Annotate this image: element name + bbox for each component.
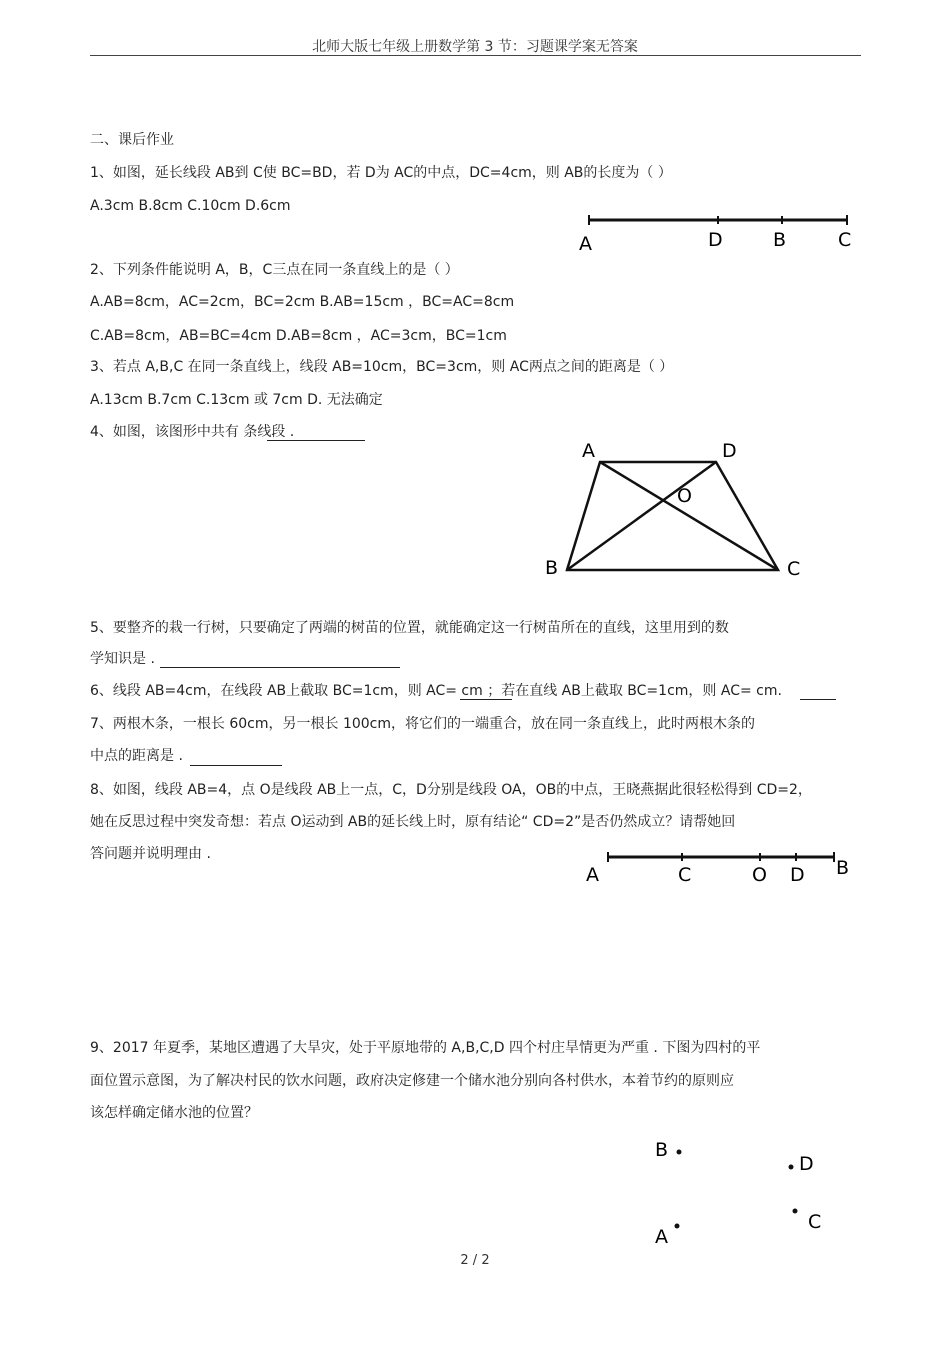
label-o: O [752, 864, 767, 886]
q9-text-cont: 面位置示意图，为了解决村民的饮水问题，政府决定修建一个储水池分别向各村供水，本着节约的原则应 [90, 1073, 734, 1089]
header-rule [90, 55, 861, 56]
label-a: A [582, 440, 595, 462]
label-c: C [787, 558, 801, 580]
q1-text: 1、如图，延长线段 AB到 C使 BC=BD，若 D为 AC的中点，DC=4cm，则 AB的长度为（ ） [90, 165, 672, 181]
q6-answer-blank-2 [800, 699, 836, 700]
q1-options: A.3cm B.8cm C.10cm D.6cm [90, 198, 291, 214]
trapezoid-outline [567, 462, 778, 570]
label-d: D [708, 229, 723, 251]
q6-text: 6、线段 AB=4cm，在线段 AB上截取 BC=1cm，则 AC= cm ；若在直线 AB上截取 BC=1cm，则 AC= cm. [90, 683, 782, 699]
q7-text-cont: 中点的距离是 . [90, 748, 183, 764]
q6-answer-blank-1 [460, 699, 512, 700]
label-a: A [655, 1226, 668, 1248]
label-a: A [586, 864, 599, 886]
label-b: B [836, 857, 850, 879]
q5-text-cont: 学知识是 . [90, 651, 155, 667]
q7-answer-blank [190, 765, 282, 766]
label-c: C [808, 1211, 822, 1233]
label-c: C [838, 229, 852, 251]
point-a [675, 1224, 680, 1229]
label-a: A [579, 233, 592, 255]
label-b: B [655, 1139, 669, 1161]
q8-text-cont: 她在反思过程中突发奇想：若点 O运动到 AB的延长线上时，原有结论“ CD=2”是否仍然成立？请帮她回 [90, 814, 736, 830]
q2-options-ab: A.AB=8cm，AC=2cm，BC=2cm B.AB=15cm ，BC=AC=8cm [90, 294, 515, 310]
page-header: 北师大版七年级上册数学第 3 节：习题课学案无答案 [312, 39, 638, 55]
point-b [677, 1150, 682, 1155]
label-b: B [545, 557, 559, 579]
label-c: C [678, 864, 692, 886]
q9-text-end: 该怎样确定储水池的位置？ [90, 1105, 258, 1121]
label-d: D [722, 440, 737, 462]
q4-text: 4、如图，该图形中共有 条线段 . [90, 424, 295, 440]
figure-q9-villages [640, 1130, 840, 1250]
label-d: D [799, 1153, 814, 1175]
figure-q1-segment [560, 205, 860, 260]
label-b: B [773, 229, 787, 251]
q3-options: A.13cm B.7cm C.13cm 或 7cm D. 无法确定 [90, 392, 383, 408]
q2-text: 2、下列条件能说明 A，B，C三点在同一条直线上的是（ ） [90, 262, 459, 278]
q7-text: 7、两根木条，一根长 60cm，另一根长 100cm，将它们的一端重合，放在同一条直线上，此时两根木条的 [90, 716, 756, 732]
q3-text: 3、若点 A,B,C 在同一条直线上，线段 AB=10cm，BC=3cm，则 AC两点之间的距离是（ ） [90, 359, 674, 375]
section-title: 二、课后作业 [90, 132, 174, 148]
q5-text: 5、要整齐的栽一行树，只要确定了两端的树苗的位置，就能确定这一行树苗所在的直线，这里用到的数 [90, 620, 729, 636]
point-d [789, 1165, 794, 1170]
q4-answer-blank [267, 440, 365, 441]
figure-q4-trapezoid [540, 435, 820, 585]
q2-options-cd: C.AB=8cm，AB=BC=4cm D.AB=8cm ，AC=3cm，BC=1cm [90, 328, 507, 344]
page-number: 2 / 2 [460, 1253, 490, 1268]
diagonal-ac [600, 462, 778, 570]
q9-text: 9、2017 年夏季，某地区遭遇了大旱灾，处于平原地带的 A,B,C,D 四个村庄旱情更为严重 . 下图为四村的平 [90, 1040, 761, 1056]
figure-q8-segment [580, 843, 860, 893]
q8-text-end: 答问题并说明理由 . [90, 846, 211, 862]
point-c [793, 1209, 798, 1214]
label-o: O [677, 485, 692, 507]
diagonal-bd [567, 462, 716, 570]
q8-text: 8、如图，线段 AB=4，点 O是线段 AB上一点，C，D分别是线段 OA，OB的中点，王晓燕据此很轻松得到 CD=2， [90, 782, 812, 798]
label-d: D [790, 864, 805, 886]
q5-answer-blank [160, 667, 400, 668]
